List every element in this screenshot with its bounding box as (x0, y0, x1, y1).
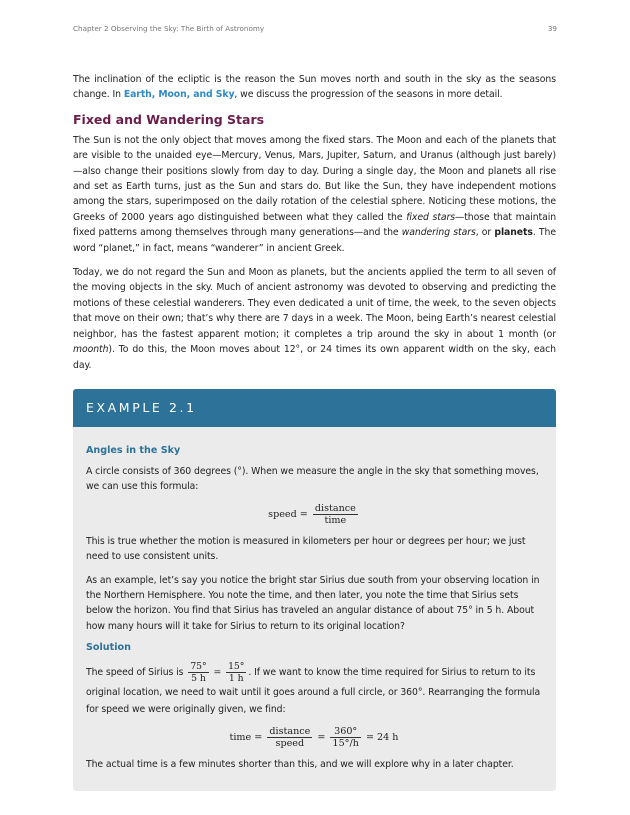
page-number: 39 (547, 24, 557, 33)
equals-sign: = (213, 667, 222, 679)
fraction-15-1 (226, 661, 246, 684)
example-paragraph-3: As an example, let’s say you notice the bright star Sirius due south from your observing location in the Northern Hemisphere. You note the time, and then later, you note the time that Sirius sets below the horizon. You find that Sirius has traveled an angular distance of about 75° in 5 h. About how many hours will it take for Sirius to return to its original location? (86, 574, 540, 632)
p1-text: The Sun is not the only object that moves among the fixed stars. The Moon and each of the planets that are visible to the unaided eye—Mercury, Venus, Mars, Jupiter, Saturn, and Uranus (although just barely)—also change their positions slowly from day to day. During a single day, the Moon and planets all rise and set as Earth turns, just as the Sun and stars do. But like the Sun, they have independent motions among the stars, superimposed on the daily rotation of the celestial sphere. Noticing these motions, the Greeks of 2000 years ago distinguished between what they called the (73, 134, 556, 223)
section-title: Fixed and Wandering Stars (73, 111, 265, 127)
fraction-numerator: distance (269, 726, 311, 738)
fraction-denominator: 5 h (191, 673, 206, 685)
intro-text-end: , we discuss the progression of the seasons in more detail. (234, 89, 503, 101)
moonth-term: moonth (73, 344, 109, 356)
p2-text: Today, we do not regard the Sun and Moon as planets, but the ancients applied the term to all seven of the moving objects in the sky. Much of ancient astronomy was devoted to observing and predicting the motions of these celestial wanderers. They even dedicated a unit of time, the week, to the seven objects that move on their own; that’s why there are 7 days in a week. The Moon, being Earth’s nearest celestial neighbor, has the fastest apparent motion; it completes a trip around the sky in about 1 month (or (73, 267, 556, 340)
solution-text: The speed of Sirius is (86, 667, 187, 679)
degrees-over-rate (330, 726, 360, 749)
solution-paragraph (86, 661, 542, 718)
intro-text: The inclination of the ecliptic is the reason the Sun moves north and south in the sky as the seasons change. In (73, 74, 556, 101)
speed-formula (86, 503, 542, 526)
fraction-numerator: 15° (228, 661, 245, 673)
example-title: Angles in the Sky (86, 444, 181, 456)
fixed-stars-term: fixed stars (406, 211, 455, 223)
example-label: EXAMPLE 2.1 (73, 389, 556, 427)
example-paragraph-2: This is true whether the motion is measured in kilometers per hour or degrees per hour; we just need to use consistent units. (86, 535, 526, 563)
p1-text-4: . The word “planet,” in fact, means “wanderer” in ancient Greek. (73, 227, 556, 254)
distance-over-speed (267, 726, 312, 749)
formula-lhs: speed = (268, 508, 308, 520)
fraction-denominator: 15°/h (332, 738, 359, 750)
equals-sign: = (317, 732, 326, 744)
running-title: Chapter 2 Observing the Sky: The Birth of Astronomy (73, 24, 265, 33)
fraction-numerator: 75° (190, 661, 207, 673)
wandering-stars-term: wandering stars (401, 227, 476, 239)
fraction-numerator: 360° (330, 726, 360, 738)
page-content (73, 72, 556, 791)
solution-title: Solution (86, 642, 131, 654)
p1-text-3: , or (475, 227, 495, 239)
fixed-wandering-paragraph (73, 133, 556, 256)
earth-moon-sky-link[interactable]: Earth, Moon, and Sky (123, 89, 235, 101)
p1-text-2: —those that maintain fixed patterns among themselves through many generations—and the (73, 211, 557, 239)
time-lhs: time = (229, 732, 263, 744)
time-formula (86, 726, 542, 749)
formula-fraction (313, 503, 358, 526)
fraction-denominator: 1 h (228, 673, 244, 685)
formula-numerator: distance (314, 502, 356, 514)
solution-text-2: . If we want to know the time required for Sirius to return to its original location, we need to wait until it goes around a full circle, or 360°. Rearranging the formula for speed we were originally given, we find: (86, 667, 541, 716)
intro-paragraph (73, 72, 556, 103)
sirius-speed-math (186, 661, 248, 685)
example-box (73, 389, 556, 791)
p2-text-2: ). To do this, the Moon moves about 12°, or 24 times its own apparent width on the sky, each day. (73, 344, 556, 371)
planets-term: planets (494, 227, 533, 239)
formula-denominator: time (324, 514, 347, 526)
moon-paragraph (73, 265, 556, 373)
fraction-75-5 (188, 661, 208, 684)
page-header (73, 24, 557, 33)
time-result: = 24 h (365, 732, 399, 744)
fraction-denominator: speed (275, 738, 305, 750)
example-body (73, 427, 556, 791)
example-paragraph-4: The actual time is a few minutes shorter than this, and we will explore why in a later chapter. (86, 759, 514, 771)
example-paragraph-1: A circle consists of 360 degrees (°). When we measure the angle in the sky that something moves, we can use this formula: (86, 465, 539, 493)
